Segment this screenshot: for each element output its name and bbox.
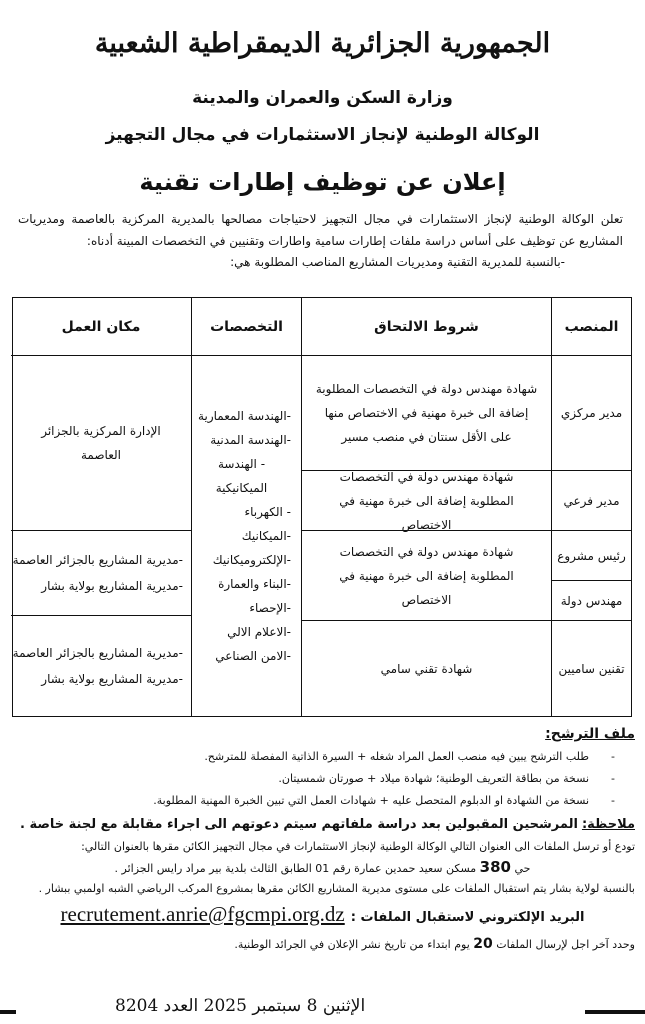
conditions-cell: شهادة مهندس دولة في التخصصات المطلوبة إضافة الى خبرة مهنية في الاختصاص [301,531,551,621]
position-cell: تقنين ساميين [551,621,631,716]
specialty-item: -الإلكتروميكانيك [212,553,291,567]
application-section [10,722,635,955]
specialty-item: -الامن الصناعي [215,649,291,663]
email-link[interactable]: recrutement.anrie@fgcmpi.org.dz [60,902,345,926]
specialty-item: -البناء والعمارة [218,577,291,591]
intro-paragraph: تعلن الوكالة الوطنية لإنجاز الاستثمارات في مجال التجهيز لاحتياجات مصالحها بالمديرية المركزية بالعاصمة ومديريات المشاريع عن توظيف على أساس دراسة ملفات إطارات سامية واطارات وتقنيين في التخصصات المبينة أدناه: [18,212,623,248]
dossier-item: -نسخة من بطاقة التعريف الوطنية؛ شهادة ميلاد + صورتان شمسيتان. [278,772,615,785]
announcement-title: إعلان عن توظيف إطارات تقنية [139,168,506,196]
deadline-post: يوم ابتداء من تاريخ نشر الإعلان في الجرائد الوطنية. [234,938,470,951]
footer-rule-left [0,1010,16,1014]
note [10,812,635,838]
address-prefix: حي [514,862,531,875]
workplace-line: -مديرية المشاريع بالجزائر العاصمة [12,646,183,660]
note-label: ملاحظة: [581,817,635,832]
specialty-item: - الهندسة الميكانيكية [215,457,268,495]
workplace-line: -مديرية المشاريع بولاية بشار [41,579,183,593]
header-specialties: التخصصات [191,298,301,356]
conditions-cell: شهادة مهندس دولة في التخصصات المطلوبة إضافة الى خبرة مهنية في الاختصاص [301,471,551,531]
address [10,856,635,880]
workplace-cell [11,616,191,716]
header-workplace: مكان العمل [11,298,191,356]
dossier-item: -نسخة من الشهادة او الدبلوم المتحصل عليه + شهادات العمل التي تبين الخبرة المهنية المطلوبة. [153,794,615,807]
footer-rule-right [585,1010,645,1014]
bechar-note: بالنسبة لولاية بشار يتم استقبال الملفات على مستوى مديرية المشاريع الكائن مقرها بمشروع المركب الرياضي الشبه اولمبي ببشار . [38,882,635,895]
workplace-cell [11,531,191,616]
specialty-item: -الاعلام الالي [227,625,291,639]
republic-header: الجمهورية الجزائرية الديمقراطية الشعبية [94,28,551,59]
address-rest: مسكن سعيد حمدين عمارة رقم 01 الطابق الثالث بلدية بير مراد رايس الجزائر . [114,862,477,875]
footer-date-issue: الإثنين 8 سبتمبر 2025 العدد 8204 [115,996,366,1016]
deadline-pre: وحدد آخر اجل لإرسال الملفات [496,938,635,951]
dossier-heading: ملف الترشح: [545,726,635,742]
workplace-cell: الإدارة المركزية بالجزائر العاصمة [11,356,191,531]
submission-instructions: تودع أو ترسل الملفات الى العنوان التالي الوكالة الوطنية لإنجاز الاستثمارات في مجال التجهيز الكائن مقرها بالعنوان التالي: [81,840,635,853]
email-row [10,898,635,934]
workplace-line: -مديرية المشاريع بالجزائر العاصمة [12,553,183,567]
deadline [10,934,635,955]
dossier-item-text: نسخة من الشهادة او الدبلوم المتحصل عليه + شهادات العمل التي تبين الخبرة المهنية المطلوبة. [153,794,590,807]
conditions-cell: شهادة مهندس دولة في التخصصات المطلوبة إضافة الى خبرة مهنية في الاختصاص منها على الأقل سنتان في منصب مسير [301,356,551,471]
dossier-item-text: طلب الترشح يبين فيه منصب العمل المراد شغله + السيرة الذاتية المفصلة للمترشح. [204,750,590,763]
agency-name: الوكالة الوطنية لإنجاز الاستثمارات في مجال التجهيز [105,125,540,145]
address-number: 380 [479,858,511,876]
specialty-item: -الإحصاء [249,601,291,615]
ministry-name: وزارة السكن والعمران والمدينة [192,88,453,108]
specialty-item: - الكهرباء [244,505,291,519]
workplace-line: -مديرية المشاريع بولاية بشار [41,672,183,686]
positions-subtitle: -بالنسبة للمديرية التقنية ومديريات المشاريع المناصب المطلوبة هي: [230,255,565,269]
header-position: المنصب [551,298,631,356]
specialty-item: -الهندسة المدنية [210,433,291,447]
specialty-item: -الهندسة المعمارية [198,409,291,423]
header-conditions: شروط الالتحاق [301,298,551,356]
dossier-item-text: نسخة من بطاقة التعريف الوطنية؛ شهادة ميلاد + صورتان شمسيتان. [278,772,590,785]
email-label: البريد الإلكتروني لاستقبال الملفات : [350,910,585,925]
deadline-days: 20 [473,936,493,952]
position-cell: مهندس دولة [551,581,631,621]
intro-section [18,208,623,296]
specialty-item: -الميكانيك [241,529,291,543]
dossier-item: -طلب الترشح يبين فيه منصب العمل المراد شغله + السيرة الذاتية المفصلة للمترشح. [204,750,615,763]
position-cell: مدير مركزي [551,356,631,471]
note-text: المرشحين المقبولين بعد دراسة ملفاتهم سيتم دعوتهم الى اجراء مقابلة مع لجنة خاصة . [19,817,578,832]
specialties-list [191,356,301,716]
position-cell: رئيس مشروع [551,531,631,581]
positions-table [12,297,632,717]
position-cell: مدير فرعي [551,471,631,531]
conditions-cell: شهادة تقني سامي [301,621,551,716]
